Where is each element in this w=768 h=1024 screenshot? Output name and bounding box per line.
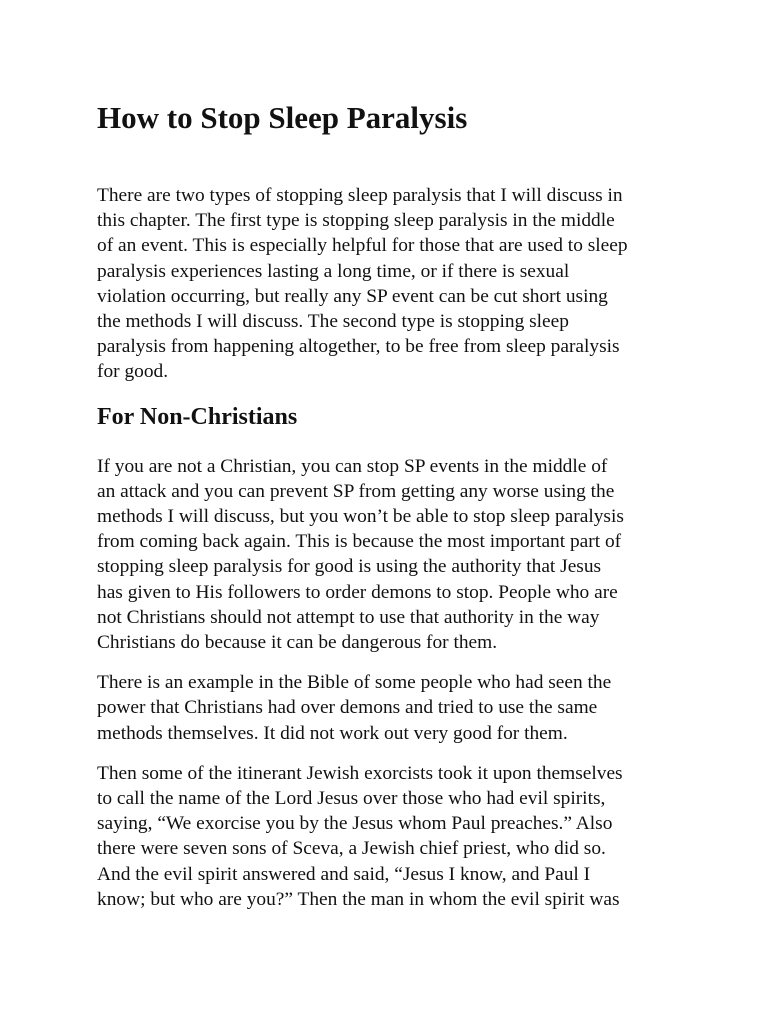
text-line: If you are not a Christian, you can stop SP events in the middle of	[97, 455, 608, 477]
text-line: not Christians should not attempt to use that authority in the way	[97, 606, 600, 628]
body-paragraph	[97, 670, 657, 746]
text-line: And the evil spirit answered and said, “Jesus I know, and Paul I	[97, 863, 591, 885]
text-line: power that Christians had over demons and tried to use the same	[97, 697, 598, 719]
text-line: paralysis from happening altogether, to be free from sleep paralysis	[97, 336, 620, 358]
text-line: There is an example in the Bible of some people who had seen the	[97, 672, 612, 694]
text-line: the methods I will discuss. The second type is stopping sleep	[97, 311, 569, 333]
body-paragraph	[97, 454, 657, 656]
text-line: stopping sleep paralysis for good is using the authority that Jesus	[97, 556, 602, 578]
text-line: Christians do because it can be dangerous for them.	[97, 632, 498, 654]
quote-paragraph	[97, 761, 657, 912]
text-line: saying, “We exorcise you by the Jesus whom Paul preaches.” Also	[97, 813, 613, 835]
text-line: know; but who are you?” Then the man in whom the evil spirit was	[97, 888, 620, 910]
intro-paragraph	[97, 183, 657, 385]
text-line: methods themselves. It did not work out very good for them.	[97, 722, 568, 744]
text-line: there were seven sons of Sceva, a Jewish chief priest, who did so.	[97, 838, 606, 860]
text-line: paralysis experiences lasting a long time, or if there is sexual	[97, 260, 570, 282]
text-line: this chapter. The first type is stopping sleep paralysis in the middle	[97, 210, 615, 232]
text-line: There are two types of stopping sleep paralysis that I will discuss in	[97, 185, 623, 206]
text-line: has given to His followers to order demons to stop. People who are	[97, 581, 618, 603]
page-content	[97, 96, 657, 912]
text-line: violation occurring, but really any SP event can be cut short using	[97, 285, 608, 307]
page-title: How to Stop Sleep Paralysis	[97, 100, 468, 135]
text-line: of an event. This is especially helpful for those that are used to sleep	[97, 235, 628, 257]
text-line: an attack and you can prevent SP from getting any worse using the	[97, 480, 615, 502]
section-heading: For Non-Christians	[97, 403, 298, 430]
text-line: methods I will discuss, but you won’t be able to stop sleep paralysis	[97, 506, 624, 528]
text-line: from coming back again. This is because the most important part of	[97, 531, 622, 553]
text-line: for good.	[97, 361, 169, 383]
text-line: Then some of the itinerant Jewish exorcists took it upon themselves	[97, 762, 623, 784]
text-line: to call the name of the Lord Jesus over those who had evil spirits,	[97, 788, 606, 810]
